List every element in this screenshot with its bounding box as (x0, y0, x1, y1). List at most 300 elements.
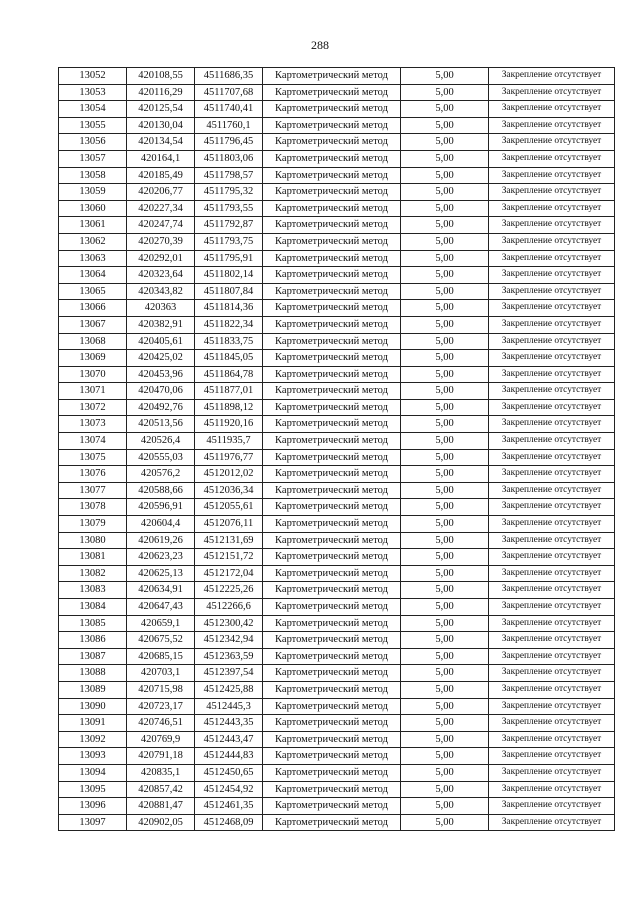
fixing-note-cell: Закрепление отсутствует (489, 167, 615, 184)
table-row (59, 416, 615, 433)
table-row (59, 433, 615, 450)
fixing-note-cell: Закрепление отсутствует (489, 764, 615, 781)
accuracy-cell: 5,00 (401, 599, 489, 616)
y-coordinate-cell: 4512131,69 (195, 532, 263, 549)
fixing-note-cell: Закрепление отсутствует (489, 798, 615, 815)
method-cell: Картометрический метод (263, 250, 401, 267)
method-cell: Картометрический метод (263, 416, 401, 433)
y-coordinate-cell: 4511845,05 (195, 350, 263, 367)
accuracy-cell: 5,00 (401, 516, 489, 533)
x-coordinate-cell: 420746,51 (127, 715, 195, 732)
point-number-cell: 13073 (59, 416, 127, 433)
table-row (59, 316, 615, 333)
point-number-cell: 13084 (59, 599, 127, 616)
method-cell: Картометрический метод (263, 366, 401, 383)
y-coordinate-cell: 4511795,32 (195, 184, 263, 201)
fixing-note-cell: Закрепление отсутствует (489, 117, 615, 134)
method-cell: Картометрический метод (263, 781, 401, 798)
point-number-cell: 13091 (59, 715, 127, 732)
accuracy-cell: 5,00 (401, 715, 489, 732)
accuracy-cell: 5,00 (401, 433, 489, 450)
table-row (59, 516, 615, 533)
x-coordinate-cell: 420715,98 (127, 681, 195, 698)
x-coordinate-cell: 420703,1 (127, 665, 195, 682)
x-coordinate-cell: 420206,77 (127, 184, 195, 201)
fixing-note-cell: Закрепление отсутствует (489, 433, 615, 450)
accuracy-cell: 5,00 (401, 316, 489, 333)
y-coordinate-cell: 4512363,59 (195, 648, 263, 665)
y-coordinate-cell: 4511795,91 (195, 250, 263, 267)
table-row (59, 565, 615, 582)
point-number-cell: 13066 (59, 300, 127, 317)
point-number-cell: 13059 (59, 184, 127, 201)
fixing-note-cell: Закрепление отсутствует (489, 698, 615, 715)
point-number-cell: 13067 (59, 316, 127, 333)
table-row (59, 648, 615, 665)
fixing-note-cell: Закрепление отсутствует (489, 416, 615, 433)
y-coordinate-cell: 4511822,34 (195, 316, 263, 333)
x-coordinate-cell: 420134,54 (127, 134, 195, 151)
y-coordinate-cell: 4512055,61 (195, 499, 263, 516)
fixing-note-cell: Закрепление отсутствует (489, 532, 615, 549)
method-cell: Картометрический метод (263, 698, 401, 715)
point-number-cell: 13071 (59, 383, 127, 400)
point-number-cell: 13093 (59, 748, 127, 765)
table-row (59, 549, 615, 566)
fixing-note-cell: Закрепление отсутствует (489, 350, 615, 367)
method-cell: Картометрический метод (263, 814, 401, 831)
accuracy-cell: 5,00 (401, 582, 489, 599)
fixing-note-cell: Закрепление отсутствует (489, 233, 615, 250)
x-coordinate-cell: 420323,64 (127, 267, 195, 284)
accuracy-cell: 5,00 (401, 283, 489, 300)
y-coordinate-cell: 4512445,3 (195, 698, 263, 715)
method-cell: Картометрический метод (263, 731, 401, 748)
accuracy-cell: 5,00 (401, 416, 489, 433)
x-coordinate-cell: 420227,34 (127, 200, 195, 217)
method-cell: Картометрический метод (263, 200, 401, 217)
method-cell: Картометрический метод (263, 399, 401, 416)
x-coordinate-cell: 420425,02 (127, 350, 195, 367)
table-row (59, 532, 615, 549)
accuracy-cell: 5,00 (401, 615, 489, 632)
fixing-note-cell: Закрепление отсутствует (489, 399, 615, 416)
x-coordinate-cell: 420604,4 (127, 516, 195, 533)
x-coordinate-cell: 420292,01 (127, 250, 195, 267)
accuracy-cell: 5,00 (401, 300, 489, 317)
fixing-note-cell: Закрепление отсутствует (489, 681, 615, 698)
table-row (59, 814, 615, 831)
y-coordinate-cell: 4512300,42 (195, 615, 263, 632)
table-row (59, 715, 615, 732)
table-row (59, 167, 615, 184)
accuracy-cell: 5,00 (401, 681, 489, 698)
y-coordinate-cell: 4512450,65 (195, 764, 263, 781)
point-number-cell: 13089 (59, 681, 127, 698)
coordinates-table-body (59, 68, 615, 831)
table-row (59, 84, 615, 101)
method-cell: Картометрический метод (263, 233, 401, 250)
fixing-note-cell: Закрепление отсутствует (489, 731, 615, 748)
method-cell: Картометрический метод (263, 665, 401, 682)
method-cell: Картометрический метод (263, 565, 401, 582)
x-coordinate-cell: 420769,9 (127, 731, 195, 748)
y-coordinate-cell: 4512342,94 (195, 632, 263, 649)
x-coordinate-cell: 420185,49 (127, 167, 195, 184)
point-number-cell: 13081 (59, 549, 127, 566)
y-coordinate-cell: 4511802,14 (195, 267, 263, 284)
y-coordinate-cell: 4512012,02 (195, 466, 263, 483)
x-coordinate-cell: 420625,13 (127, 565, 195, 582)
point-number-cell: 13074 (59, 433, 127, 450)
accuracy-cell: 5,00 (401, 731, 489, 748)
y-coordinate-cell: 4511807,84 (195, 283, 263, 300)
fixing-note-cell: Закрепление отсутствует (489, 715, 615, 732)
fixing-note-cell: Закрепление отсутствует (489, 482, 615, 499)
method-cell: Картометрический метод (263, 300, 401, 317)
method-cell: Картометрический метод (263, 267, 401, 284)
accuracy-cell: 5,00 (401, 482, 489, 499)
fixing-note-cell: Закрепление отсутствует (489, 250, 615, 267)
fixing-note-cell: Закрепление отсутствует (489, 814, 615, 831)
table-row (59, 466, 615, 483)
x-coordinate-cell: 420130,04 (127, 117, 195, 134)
x-coordinate-cell: 420555,03 (127, 449, 195, 466)
y-coordinate-cell: 4511793,55 (195, 200, 263, 217)
accuracy-cell: 5,00 (401, 798, 489, 815)
method-cell: Картометрический метод (263, 333, 401, 350)
x-coordinate-cell: 420723,17 (127, 698, 195, 715)
table-row (59, 366, 615, 383)
point-number-cell: 13097 (59, 814, 127, 831)
table-row (59, 134, 615, 151)
fixing-note-cell: Закрепление отсутствует (489, 499, 615, 516)
y-coordinate-cell: 4512225,26 (195, 582, 263, 599)
accuracy-cell: 5,00 (401, 101, 489, 118)
x-coordinate-cell: 420343,82 (127, 283, 195, 300)
point-number-cell: 13062 (59, 233, 127, 250)
y-coordinate-cell: 4511686,35 (195, 68, 263, 85)
point-number-cell: 13068 (59, 333, 127, 350)
point-number-cell: 13092 (59, 731, 127, 748)
fixing-note-cell: Закрепление отсутствует (489, 68, 615, 85)
x-coordinate-cell: 420596,91 (127, 499, 195, 516)
method-cell: Картометрический метод (263, 582, 401, 599)
x-coordinate-cell: 420675,52 (127, 632, 195, 649)
fixing-note-cell: Закрепление отсутствует (489, 549, 615, 566)
point-number-cell: 13077 (59, 482, 127, 499)
method-cell: Картометрический метод (263, 615, 401, 632)
point-number-cell: 13078 (59, 499, 127, 516)
y-coordinate-cell: 4511798,57 (195, 167, 263, 184)
table-row (59, 599, 615, 616)
fixing-note-cell: Закрепление отсутствует (489, 648, 615, 665)
method-cell: Картометрический метод (263, 798, 401, 815)
fixing-note-cell: Закрепление отсутствует (489, 449, 615, 466)
y-coordinate-cell: 4511740,41 (195, 101, 263, 118)
method-cell: Картометрический метод (263, 433, 401, 450)
fixing-note-cell: Закрепление отсутствует (489, 383, 615, 400)
accuracy-cell: 5,00 (401, 399, 489, 416)
point-number-cell: 13054 (59, 101, 127, 118)
accuracy-cell: 5,00 (401, 532, 489, 549)
x-coordinate-cell: 420881,47 (127, 798, 195, 815)
x-coordinate-cell: 420623,23 (127, 549, 195, 566)
method-cell: Картометрический метод (263, 482, 401, 499)
coordinates-table (58, 67, 615, 831)
accuracy-cell: 5,00 (401, 150, 489, 167)
fixing-note-cell: Закрепление отсутствует (489, 665, 615, 682)
x-coordinate-cell: 420125,54 (127, 101, 195, 118)
point-number-cell: 13082 (59, 565, 127, 582)
point-number-cell: 13064 (59, 267, 127, 284)
point-number-cell: 13090 (59, 698, 127, 715)
accuracy-cell: 5,00 (401, 217, 489, 234)
accuracy-cell: 5,00 (401, 184, 489, 201)
y-coordinate-cell: 4512266,6 (195, 599, 263, 616)
y-coordinate-cell: 4512151,72 (195, 549, 263, 566)
table-row (59, 250, 615, 267)
fixing-note-cell: Закрепление отсутствует (489, 466, 615, 483)
x-coordinate-cell: 420659,1 (127, 615, 195, 632)
y-coordinate-cell: 4511898,12 (195, 399, 263, 416)
method-cell: Картометрический метод (263, 648, 401, 665)
method-cell: Картометрический метод (263, 283, 401, 300)
method-cell: Картометрический метод (263, 681, 401, 698)
fixing-note-cell: Закрепление отсутствует (489, 781, 615, 798)
table-row (59, 698, 615, 715)
table-row (59, 101, 615, 118)
y-coordinate-cell: 4512443,35 (195, 715, 263, 732)
x-coordinate-cell: 420247,74 (127, 217, 195, 234)
point-number-cell: 13088 (59, 665, 127, 682)
method-cell: Картометрический метод (263, 532, 401, 549)
table-row (59, 333, 615, 350)
x-coordinate-cell: 420647,43 (127, 599, 195, 616)
y-coordinate-cell: 4511877,01 (195, 383, 263, 400)
method-cell: Картометрический метод (263, 217, 401, 234)
point-number-cell: 13069 (59, 350, 127, 367)
table-row (59, 233, 615, 250)
table-row (59, 68, 615, 85)
accuracy-cell: 5,00 (401, 449, 489, 466)
y-coordinate-cell: 4512461,35 (195, 798, 263, 815)
table-row (59, 267, 615, 284)
table-row (59, 665, 615, 682)
x-coordinate-cell: 420108,55 (127, 68, 195, 85)
accuracy-cell: 5,00 (401, 648, 489, 665)
table-row (59, 731, 615, 748)
method-cell: Картометрический метод (263, 764, 401, 781)
method-cell: Картометрический метод (263, 184, 401, 201)
method-cell: Картометрический метод (263, 449, 401, 466)
x-coordinate-cell: 420588,66 (127, 482, 195, 499)
point-number-cell: 13058 (59, 167, 127, 184)
table-row (59, 449, 615, 466)
table-row (59, 217, 615, 234)
fixing-note-cell: Закрепление отсутствует (489, 632, 615, 649)
accuracy-cell: 5,00 (401, 350, 489, 367)
fixing-note-cell: Закрепление отсутствует (489, 333, 615, 350)
method-cell: Картометрический метод (263, 117, 401, 134)
point-number-cell: 13055 (59, 117, 127, 134)
table-row (59, 117, 615, 134)
fixing-note-cell: Закрепление отсутствует (489, 217, 615, 234)
table-row (59, 150, 615, 167)
point-number-cell: 13063 (59, 250, 127, 267)
x-coordinate-cell: 420791,18 (127, 748, 195, 765)
accuracy-cell: 5,00 (401, 698, 489, 715)
x-coordinate-cell: 420857,42 (127, 781, 195, 798)
point-number-cell: 13057 (59, 150, 127, 167)
y-coordinate-cell: 4511760,1 (195, 117, 263, 134)
point-number-cell: 13087 (59, 648, 127, 665)
accuracy-cell: 5,00 (401, 466, 489, 483)
x-coordinate-cell: 420382,91 (127, 316, 195, 333)
accuracy-cell: 5,00 (401, 117, 489, 134)
table-row (59, 283, 615, 300)
x-coordinate-cell: 420405,61 (127, 333, 195, 350)
method-cell: Картометрический метод (263, 167, 401, 184)
y-coordinate-cell: 4511864,78 (195, 366, 263, 383)
y-coordinate-cell: 4512172,04 (195, 565, 263, 582)
fixing-note-cell: Закрепление отсутствует (489, 316, 615, 333)
x-coordinate-cell: 420513,56 (127, 416, 195, 433)
fixing-note-cell: Закрепление отсутствует (489, 599, 615, 616)
method-cell: Картометрический метод (263, 101, 401, 118)
method-cell: Картометрический метод (263, 748, 401, 765)
accuracy-cell: 5,00 (401, 200, 489, 217)
page-number: 288 (311, 38, 329, 52)
table-row (59, 300, 615, 317)
accuracy-cell: 5,00 (401, 549, 489, 566)
point-number-cell: 13065 (59, 283, 127, 300)
table-row (59, 200, 615, 217)
accuracy-cell: 5,00 (401, 250, 489, 267)
x-coordinate-cell: 420619,26 (127, 532, 195, 549)
x-coordinate-cell: 420116,29 (127, 84, 195, 101)
method-cell: Картометрический метод (263, 150, 401, 167)
point-number-cell: 13080 (59, 532, 127, 549)
y-coordinate-cell: 4512454,92 (195, 781, 263, 798)
point-number-cell: 13076 (59, 466, 127, 483)
table-row (59, 399, 615, 416)
point-number-cell: 13079 (59, 516, 127, 533)
x-coordinate-cell: 420685,15 (127, 648, 195, 665)
table-row (59, 184, 615, 201)
method-cell: Картометрический метод (263, 499, 401, 516)
fixing-note-cell: Закрепление отсутствует (489, 134, 615, 151)
method-cell: Картометрический метод (263, 316, 401, 333)
y-coordinate-cell: 4512076,11 (195, 516, 263, 533)
y-coordinate-cell: 4511833,75 (195, 333, 263, 350)
y-coordinate-cell: 4512425,88 (195, 681, 263, 698)
point-number-cell: 13094 (59, 764, 127, 781)
accuracy-cell: 5,00 (401, 333, 489, 350)
point-number-cell: 13083 (59, 582, 127, 599)
method-cell: Картометрический метод (263, 84, 401, 101)
fixing-note-cell: Закрепление отсутствует (489, 300, 615, 317)
point-number-cell: 13052 (59, 68, 127, 85)
accuracy-cell: 5,00 (401, 748, 489, 765)
x-coordinate-cell: 420634,91 (127, 582, 195, 599)
x-coordinate-cell: 420470,06 (127, 383, 195, 400)
fixing-note-cell: Закрепление отсутствует (489, 200, 615, 217)
method-cell: Картометрический метод (263, 350, 401, 367)
y-coordinate-cell: 4511803,06 (195, 150, 263, 167)
fixing-note-cell: Закрепление отсутствует (489, 267, 615, 284)
accuracy-cell: 5,00 (401, 68, 489, 85)
point-number-cell: 13095 (59, 781, 127, 798)
point-number-cell: 13056 (59, 134, 127, 151)
y-coordinate-cell: 4512468,09 (195, 814, 263, 831)
point-number-cell: 13096 (59, 798, 127, 815)
y-coordinate-cell: 4511796,45 (195, 134, 263, 151)
x-coordinate-cell: 420526,4 (127, 433, 195, 450)
x-coordinate-cell: 420164,1 (127, 150, 195, 167)
point-number-cell: 13053 (59, 84, 127, 101)
method-cell: Картометрический метод (263, 134, 401, 151)
fixing-note-cell: Закрепление отсутствует (489, 516, 615, 533)
accuracy-cell: 5,00 (401, 764, 489, 781)
y-coordinate-cell: 4511976,77 (195, 449, 263, 466)
method-cell: Картометрический метод (263, 466, 401, 483)
method-cell: Картометрический метод (263, 68, 401, 85)
y-coordinate-cell: 4511707,68 (195, 84, 263, 101)
method-cell: Картометрический метод (263, 715, 401, 732)
accuracy-cell: 5,00 (401, 565, 489, 582)
y-coordinate-cell: 4511793,75 (195, 233, 263, 250)
y-coordinate-cell: 4511935,7 (195, 433, 263, 450)
table-row (59, 764, 615, 781)
accuracy-cell: 5,00 (401, 632, 489, 649)
y-coordinate-cell: 4512443,47 (195, 731, 263, 748)
table-row (59, 681, 615, 698)
method-cell: Картометрический метод (263, 383, 401, 400)
fixing-note-cell: Закрепление отсутствует (489, 565, 615, 582)
method-cell: Картометрический метод (263, 549, 401, 566)
accuracy-cell: 5,00 (401, 383, 489, 400)
x-coordinate-cell: 420576,2 (127, 466, 195, 483)
accuracy-cell: 5,00 (401, 134, 489, 151)
y-coordinate-cell: 4512444,83 (195, 748, 263, 765)
accuracy-cell: 5,00 (401, 781, 489, 798)
table-row (59, 482, 615, 499)
accuracy-cell: 5,00 (401, 665, 489, 682)
fixing-note-cell: Закрепление отсутствует (489, 748, 615, 765)
fixing-note-cell: Закрепление отсутствует (489, 150, 615, 167)
fixing-note-cell: Закрепление отсутствует (489, 615, 615, 632)
x-coordinate-cell: 420270,39 (127, 233, 195, 250)
point-number-cell: 13070 (59, 366, 127, 383)
table-row (59, 748, 615, 765)
point-number-cell: 13072 (59, 399, 127, 416)
method-cell: Картометрический метод (263, 516, 401, 533)
fixing-note-cell: Закрепление отсутствует (489, 582, 615, 599)
y-coordinate-cell: 4511814,36 (195, 300, 263, 317)
y-coordinate-cell: 4511920,16 (195, 416, 263, 433)
x-coordinate-cell: 420492,76 (127, 399, 195, 416)
table-row (59, 350, 615, 367)
fixing-note-cell: Закрепление отсутствует (489, 184, 615, 201)
x-coordinate-cell: 420902,05 (127, 814, 195, 831)
accuracy-cell: 5,00 (401, 167, 489, 184)
method-cell: Картометрический метод (263, 599, 401, 616)
table-row (59, 781, 615, 798)
fixing-note-cell: Закрепление отсутствует (489, 283, 615, 300)
table-row (59, 383, 615, 400)
fixing-note-cell: Закрепление отсутствует (489, 366, 615, 383)
